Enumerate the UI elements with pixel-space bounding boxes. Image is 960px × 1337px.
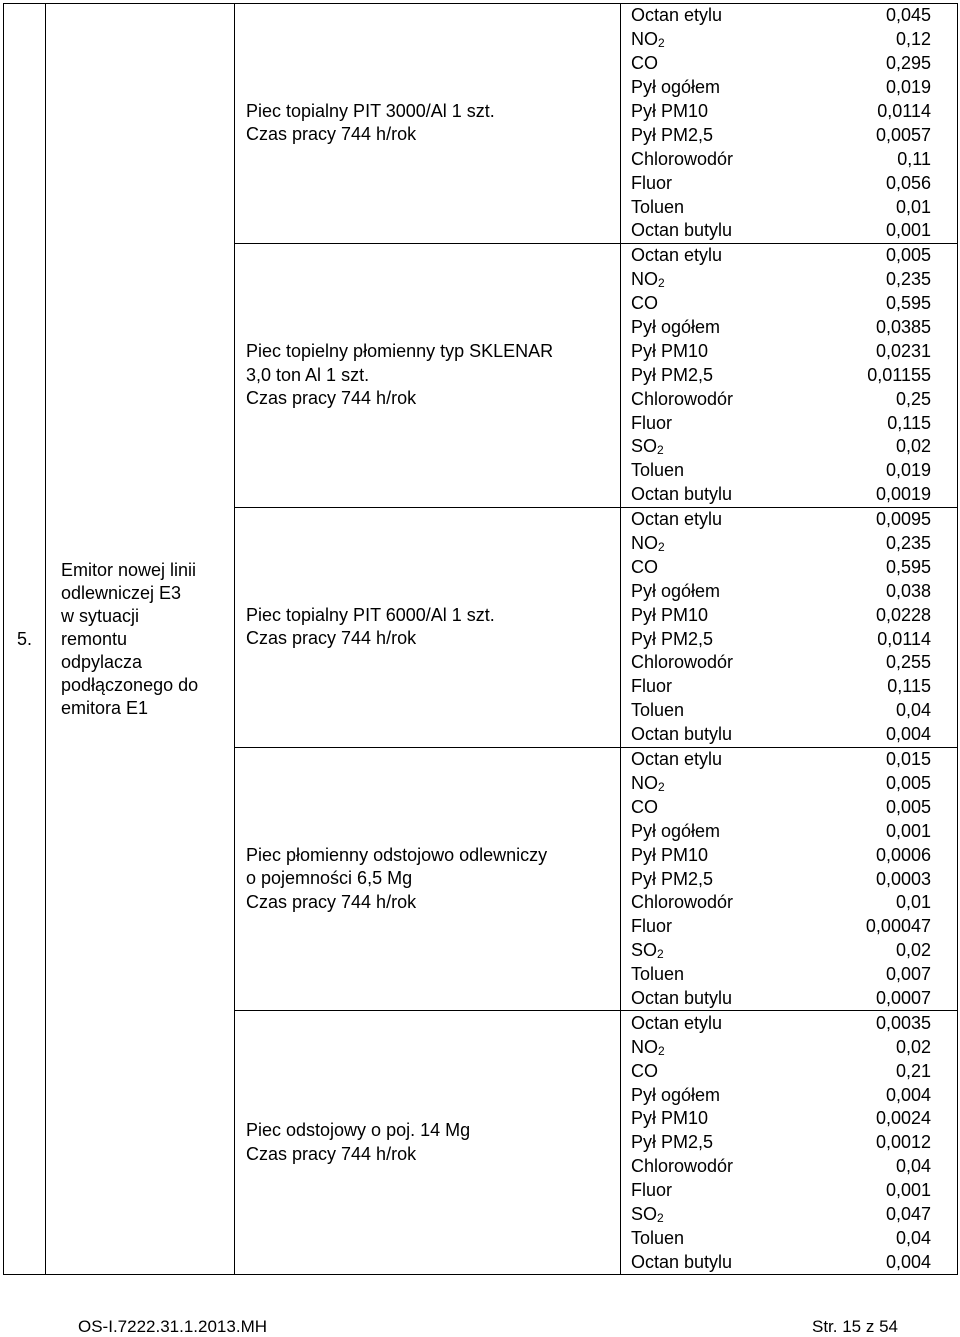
pollutant-formula: SO [631,940,658,961]
pollutant-formula: NO [631,772,658,793]
furnace-line: Piec topielny płomienny typ SKLENAR [246,341,554,362]
pollutant-row [621,891,957,915]
pollutant-subscript: 2 [657,443,664,458]
pollutant-formula: Octan butylu [631,1251,733,1272]
pollutant-name [631,605,708,626]
pollutant-formula: Pył PM10 [631,1108,709,1129]
pollutant-row [621,171,957,195]
pollutant-value: 0,005 [885,245,931,266]
pollutant-value: 0,019 [885,77,931,98]
pollutant-name [631,245,722,266]
pollutant-formula: Pył PM10 [631,101,709,121]
pollutant-value: 0,005 [885,772,931,793]
pollutant-formula: Toluen [631,964,685,985]
pollutant-value: 0,115 [887,412,931,433]
pollutant-row [621,603,957,627]
pollutant-value: 0,0228 [875,604,931,625]
pollutant-value: 0,0024 [875,1108,931,1129]
pollutant-formula: Fluor [631,172,673,193]
pollutant-name [631,509,722,530]
emitor-line: remontu [61,628,128,649]
pollutant-value: 0,015 [885,749,931,770]
pollutant-row [621,1035,957,1059]
pollutant-list [621,4,957,243]
pollutant-row [621,795,957,819]
pollutant-row [621,555,957,579]
pollutant-formula: Octan etylu [631,749,723,770]
pollutant-formula: NO [631,29,658,50]
furnace-line: 3,0 ton Al 1 szt. [246,364,370,385]
pollutant-name [631,988,732,1009]
pollutant-value: 0,0012 [875,1132,931,1153]
furnace-line: Czas pracy 744 h/rok [246,388,417,409]
pollutant-formula: CO [631,1060,658,1081]
pollutant-subscript: 2 [658,779,665,794]
furnace-description [235,4,621,244]
pollutant-name [631,1061,658,1082]
pollutant-row [621,748,957,772]
pollutant-cell [621,243,958,507]
pollutant-name [631,1204,664,1225]
pollutant-name [631,773,665,794]
pollutant-name [631,149,733,170]
pollutant-name [631,220,732,241]
furnace-description [235,243,621,507]
furnace-line: Piec płomienny odstojowo odlewniczy [246,844,548,865]
pollutant-formula: Octan butylu [631,724,733,745]
pollutant-value: 0,0385 [875,317,931,338]
pollutant-row [621,939,957,963]
pollutant-value: 0,004 [885,1251,931,1272]
pollutant-list [621,1011,957,1274]
pollutant-formula: Pył PM2,5 [631,1132,714,1153]
pollutant-value: 0,04 [895,1156,931,1177]
pollutant-name [631,869,713,890]
pollutant-value: 0,047 [885,1203,931,1224]
pollutant-value: 0,295 [885,53,931,74]
pollutant-name [631,1132,713,1153]
pollutant-row [621,867,957,891]
pollutant-formula: Toluen [631,700,685,721]
pollutant-row [621,1059,957,1083]
pollutant-formula: Chlorowodór [631,148,734,169]
pollutant-formula: CO [631,53,658,74]
furnace-line: Piec topialny PIT 3000/Al 1 szt. [246,100,495,121]
pollutant-name [631,341,708,362]
pollutant-row [621,363,957,387]
emitor-line: odlewniczej E3 [61,582,182,603]
pollutant-value: 0,004 [885,1084,931,1105]
pollutant-name [631,533,665,554]
pollutant-value: 0,235 [885,269,931,290]
pollutant-row [621,915,957,939]
pollutant-value: 0,0035 [875,1012,931,1033]
pollutant-row [621,411,957,435]
furnace-description [235,747,621,1011]
pollutant-value: 0,0095 [875,509,931,530]
pollutant-name [631,101,708,122]
pollutant-row [621,292,957,316]
pollutant-formula: Octan butylu [631,987,733,1008]
pollutant-value: 0,019 [885,460,931,481]
pollutant-value: 0,04 [895,1227,931,1248]
pollutant-value: 0,0007 [875,987,931,1008]
pollutant-value: 0,001 [885,1180,931,1201]
pollutant-cell [621,1011,958,1275]
pollutant-row [621,1131,957,1155]
pollutant-name [631,581,720,602]
furnace-description [235,507,621,747]
pollutant-formula: Octan butylu [631,484,733,505]
pollutant-formula: Chlorowodór [631,1156,734,1177]
pollutant-name [631,484,732,505]
pollutant-name [631,1085,720,1106]
pollutant-row [621,963,957,987]
pollutant-name [631,269,665,290]
furnace-description [235,1011,621,1275]
furnace-line: Czas pracy 744 h/rok [246,628,417,649]
pollutant-formula: Pył PM2,5 [631,628,714,649]
pollutant-formula: Pył PM2,5 [631,364,714,385]
pollutant-name [631,676,672,697]
pollutant-name [631,892,733,913]
pollutant-row [621,195,957,219]
pollutant-row [621,1155,957,1179]
emitor-line: w sytuacji [61,605,140,626]
pollutant-formula: Pył PM2,5 [631,124,714,145]
pollutant-formula: Pył PM10 [631,844,709,865]
pollutant-formula: Octan etylu [631,1012,723,1033]
pollutant-row [621,76,957,100]
pollutant-formula: Pył PM10 [631,604,709,625]
pollutant-name [631,797,658,818]
emitor-description [46,4,235,1275]
pollutant-subscript: 2 [657,1210,664,1225]
pollutant-row [621,387,957,411]
pollutant-value: 0,038 [885,580,931,601]
pollutant-row [621,28,957,52]
pollutant-value: 0,21 [895,1060,931,1081]
pollutant-value: 0,0057 [875,124,931,145]
pollutant-row [621,987,957,1011]
pollutant-value: 0,0114 [877,101,931,121]
pollutant-name [631,557,658,578]
pollutant-value: 0,255 [885,652,931,673]
pollutant-subscript: 2 [657,947,664,962]
pollutant-list [621,244,957,507]
pollutant-value: 0,02 [895,940,931,961]
pollutant-subscript: 2 [658,1043,665,1058]
pollutant-name [631,5,722,26]
pollutant-row [621,675,957,699]
pollutant-list [621,508,957,747]
furnace-line: Czas pracy 744 h/rok [246,1143,417,1164]
pollutant-value: 0,056 [885,172,931,193]
pollutant-value: 0,115 [887,676,931,697]
furnace-line: Czas pracy 744 h/rok [246,891,417,912]
pollutant-row [621,483,957,507]
pollutant-name [631,365,713,386]
pollutant-formula: SO [631,1203,658,1224]
pollutant-value: 0,001 [885,820,931,841]
pollutant-name [631,1156,733,1177]
pollutant-row [621,147,957,171]
pollutant-formula: Chlorowodór [631,652,734,673]
pollutant-name [631,293,658,314]
furnace-line: Czas pracy 744 h/rok [246,124,417,145]
pollutant-name [631,1252,732,1273]
pollutant-row [621,1250,957,1274]
pollutant-row [621,627,957,651]
pollutant-value: 0,0231 [875,340,931,361]
pollutant-formula: Toluen [631,196,685,217]
pollutant-formula: Octan etylu [631,245,723,266]
furnace-line: Piec odstojowy o poj. 14 Mg [246,1120,471,1141]
pollutant-name [631,629,713,650]
pollutant-subscript: 2 [658,540,665,555]
pollutant-formula: NO [631,1036,658,1057]
pollutant-name [631,964,684,985]
pollutant-formula: Toluen [631,460,685,481]
pollutant-name [631,652,733,673]
pollutant-name [631,700,684,721]
pollutant-formula: Pył ogółem [631,580,721,601]
document-reference: OS-I.7222.31.1.2013.MH [78,1317,268,1336]
emission-table [3,3,958,1275]
pollutant-name [631,77,720,98]
pollutant-value: 0,01 [895,892,931,913]
pollutant-row [621,435,957,459]
pollutant-row [621,699,957,723]
pollutant-value: 0,0006 [875,844,931,865]
pollutant-row [621,508,957,532]
pollutant-formula: Pył PM10 [631,340,709,361]
pollutant-formula: Octan butylu [631,220,733,241]
pollutant-formula: Pył ogółem [631,1084,721,1105]
pollutant-formula: CO [631,796,658,817]
pollutant-value: 0,0019 [875,484,931,505]
pollutant-name [631,1180,672,1201]
pollutant-row [621,819,957,843]
pollutant-formula: Pył PM2,5 [631,868,714,889]
pollutant-list [621,748,957,1011]
pollutant-name [631,1108,708,1129]
pollutant-formula: Pył ogółem [631,317,721,338]
pollutant-formula: Fluor [631,916,673,937]
pollutant-value: 0,007 [885,964,931,985]
pollutant-name [631,413,672,434]
pollutant-formula: NO [631,533,658,554]
pollutant-value: 0,235 [885,533,931,554]
pollutant-formula: CO [631,293,658,314]
pollutant-cell [621,4,958,244]
pollutant-value: 0,25 [895,388,931,409]
pollutant-formula: Pył ogółem [631,77,721,98]
pollutant-row [621,723,957,747]
pollutant-row [621,244,957,268]
pollutant-value: 0,001 [885,220,931,241]
pollutant-name [631,317,720,338]
pollutant-row [621,316,957,340]
pollutant-row [621,268,957,292]
pollutant-value: 0,00047 [865,916,931,937]
pollutant-row [621,100,957,124]
pollutant-subscript: 2 [658,276,665,291]
pollutant-formula: NO [631,269,658,290]
pollutant-cell [621,747,958,1011]
pollutant-formula: SO [631,436,658,457]
pollutant-value: 0,02 [895,1036,931,1057]
pollutant-value: 0,01 [895,196,931,217]
pollutant-row [621,1083,957,1107]
pollutant-name [631,197,684,218]
pollutant-name [631,1037,665,1058]
pollutant-formula: Octan etylu [631,509,723,530]
pollutant-name [631,173,672,194]
pollutant-name [631,460,684,481]
pollutant-formula: Fluor [631,676,673,697]
pollutant-name [631,845,708,866]
emitor-line: emitora E1 [61,697,149,718]
pollutant-value: 0,595 [885,293,931,314]
furnace-line: o pojemności 6,5 Mg [246,868,413,889]
pollutant-row [621,843,957,867]
emitor-line: odpylacza [61,651,143,672]
pollutant-formula: Chlorowodór [631,892,734,913]
pollutant-row [621,459,957,483]
pollutant-name [631,821,720,842]
pollutant-name [631,29,665,50]
pollutant-row [621,52,957,76]
pollutant-row [621,339,957,363]
pollutant-subscript: 2 [658,36,665,51]
page-number: Str. 15 z 54 [812,1317,898,1336]
pollutant-formula: Fluor [631,412,673,433]
pollutant-row [621,532,957,556]
pollutant-row [621,123,957,147]
pollutant-formula: CO [631,556,658,577]
pollutant-value: 0,04 [895,700,931,721]
pollutant-value: 0,0114 [877,628,931,649]
pollutant-name [631,724,732,745]
pollutant-formula: Octan etylu [631,5,723,26]
pollutant-row [621,4,957,28]
pollutant-formula: Fluor [631,1180,673,1201]
pollutant-name [631,389,733,410]
emitor-line: Emitor nowej linii [61,559,197,580]
pollutant-row [621,1179,957,1203]
pollutant-value: 0,12 [895,29,931,50]
pollutant-row [621,1107,957,1131]
emitor-line: podłączonego do [61,674,199,695]
pollutant-value: 0,595 [885,556,931,577]
pollutant-name [631,436,664,457]
row-number: 5. [4,4,46,1275]
pollutant-value: 0,02 [895,436,931,457]
pollutant-value: 0,11 [897,148,931,169]
pollutant-value: 0,005 [885,796,931,817]
pollutant-formula: Pył ogółem [631,820,721,841]
pollutant-row [621,651,957,675]
pollutant-name [631,1013,722,1034]
pollutant-value: 0,045 [885,5,931,26]
furnace-row [4,4,958,244]
pollutant-value: 0,01155 [867,364,931,385]
pollutant-row [621,1203,957,1227]
pollutant-value: 0,0003 [875,868,931,889]
furnace-line: Piec topialny PIT 6000/Al 1 szt. [246,604,495,625]
pollutant-name [631,125,713,146]
pollutant-name [631,749,722,770]
pollutant-name [631,940,664,961]
pollutant-name [631,1228,684,1249]
pollutant-name [631,916,672,937]
pollutant-row [621,1011,957,1035]
pollutant-row [621,219,957,243]
pollutant-formula: Chlorowodór [631,388,734,409]
pollutant-cell [621,507,958,747]
pollutant-formula: Toluen [631,1227,685,1248]
pollutant-value: 0,004 [885,724,931,745]
pollutant-name [631,53,658,74]
pollutant-row [621,1226,957,1250]
pollutant-row [621,772,957,796]
pollutant-row [621,579,957,603]
